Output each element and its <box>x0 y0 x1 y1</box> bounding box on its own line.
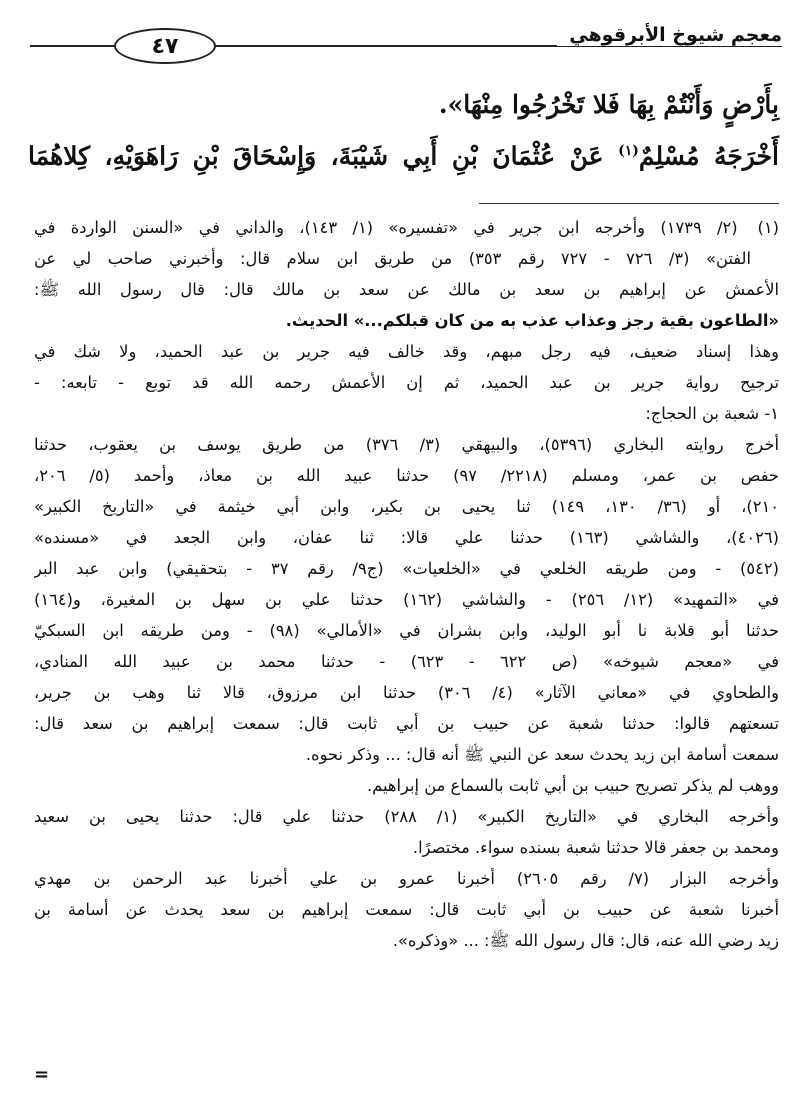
footnote-line: وأخرجه البزار (٧/ رقم ٢٦٠٥) أخبرنا عمرو بن علي أخبرنا عبد الرحمن بن مهدي <box>34 869 779 888</box>
main-text <box>28 82 779 174</box>
main-text-line-2-start: أَخْرَجَهُ مُسْلِمٌ <box>638 141 779 171</box>
footnote-line: ١- شعبة بن الحجاج: <box>645 404 779 423</box>
footnote-line: تسعتهم قالوا: حدثنا شعبة عن حبيب بن أبي ثابت قال: سمعت إبراهيم بن سعد قال: <box>34 714 779 733</box>
footnote-line: الأعمش عن إبراهيم بن سعد بن مالك عن سعد بن مالك قال: قال رسول الله ﷺ: <box>34 280 779 299</box>
footnote <box>34 212 779 956</box>
footnote-line: (٤٠٢٦)، والشاشي (١٦٣) حدثنا علي قالا: ثنا عفان، وابن الجعد في «مسنده» <box>34 528 779 547</box>
footnote-line: ٢١٠)، أو (٣٦/ ١٣٠، ١٤٩) ثنا يحيى بن بكير، وابن أبي خيثمة في «التاريخ الكبير» <box>34 497 779 516</box>
footnote-line: في «معجم شيوخه» (ص ٦٢٢ - ٦٢٣) - حدثنا محمد بن عبيد الله المنادي، <box>34 652 779 671</box>
footnote-line: «الطاعون بقية رجز وعذاب عذب به من كان قبلكم...» الحديث. <box>285 311 779 330</box>
footnote-line: ومحمد بن جعفر قالا حدثنا شعبة بسنده سواء. مختصرًا. <box>412 838 779 857</box>
footnote-line: في «التمهيد» (١٢/ ٢٥٦) - والشاشي (١٦٢) حدثنا علي بن سهل بن المغيرة، و(١٦٤) <box>34 590 779 609</box>
footnote-line: ووهب لم يذكر تصريح حبيب بن أبي ثابت بالسماع من إبراهيم. <box>366 776 779 795</box>
main-text-line-2 <box>28 128 779 174</box>
footnote-line: أخبرنا شعبة عن حبيب بن أبي ثابت قال: سمعت إبراهيم بن سعد يحدث عن أسامة بن <box>34 900 779 919</box>
footnote-line: ترجيح رواية جرير بن عبد الحميد، ثم إن الأعمش رحمه الله قد توبع - تابعه: - <box>34 373 779 392</box>
footnote-line: وهذا إسناد ضعيف، فيه رجل مبهم، وقد خالف فيه جرير بن عبد الحميد، ولا شك في <box>34 342 779 361</box>
footnote-line: (١) (٢/ ١٧٣٩) وأخرجه ابن جرير في «تفسيره» (١/ ١٤٣)، والداني في «السنن الواردة في <box>34 212 779 243</box>
main-text-line-1: بِأَرْضٍ وَأَنْتُمْ بِهَا فَلا تَخْرُجُوا مِنْهَا». <box>438 90 779 119</box>
continuation-mark: = <box>34 1064 50 1085</box>
footnote-line: سمعت أسامة ابن زيد يحدث سعد عن النبي ﷺ أنه قال: ... وذكر نحوه. <box>305 745 779 764</box>
footnote-separator <box>479 203 779 204</box>
running-header <box>30 10 782 66</box>
footnote-line: أخرج روايته البخاري (٥٣٩٦)، والبيهقي (٣/ ٣٧٦) من طريق يوسف بن يعقوب، حدثنا <box>34 435 779 454</box>
page-number-frame <box>114 28 216 64</box>
main-text-line-2-end: عَنْ عُثْمَانَ بْنِ أَبِي شَيْبَةَ، وَإِسْحَاقَ بْنِ رَاهَوَيْهِ، كِلاهُمَا <box>28 141 619 171</box>
footnote-reference: (١) <box>618 143 639 159</box>
page-number: ٤٧ <box>151 33 179 59</box>
footnote-line: حفص بن عمر، ومسلم (٢٢١٨/ ٩٧) حدثنا عبيد الله بن معاذ، وأحمد (٥/ ٢٠٦، <box>34 466 779 485</box>
footnote-line: والطحاوي في «معاني الآثار» (٤/ ٣٠٦) حدثنا ابن مرزوق، قالا ثنا وهب بن جرير، <box>34 683 779 702</box>
footnote-line: وأخرجه البخاري في «التاريخ الكبير» (١/ ٢٨٨) حدثنا علي قال: حدثنا يحيى بن سعيد <box>34 807 779 826</box>
book-title: معجم شيوخ الأبرقوهي <box>557 24 782 46</box>
footnote-line: حدثنا أبو قلابة نا أبو الوليد، وابن بشران في «الأمالي» (٩٨) - ومن طريقه ابن السبكيّ <box>34 621 779 640</box>
footnote-line: زيد رضي الله عنه، قال: قال رسول الله ﷺ: ... «وذكره». <box>392 931 779 950</box>
footnote-number: (١) <box>757 218 779 237</box>
footnote-line: الفتن» (٣/ ٧٢٦ - ٧٢٧ رقم ٣٥٣) من طريق ابن سلام قال: وأخبرني صاحب لي عن <box>34 249 751 268</box>
footnote-line: (٥٤٢) - ومن طريقه الخلعي في «الخلعيات» (ج٩/ رقم ٣٧ - بتحقيقي) وابن عبد البر <box>34 559 779 578</box>
